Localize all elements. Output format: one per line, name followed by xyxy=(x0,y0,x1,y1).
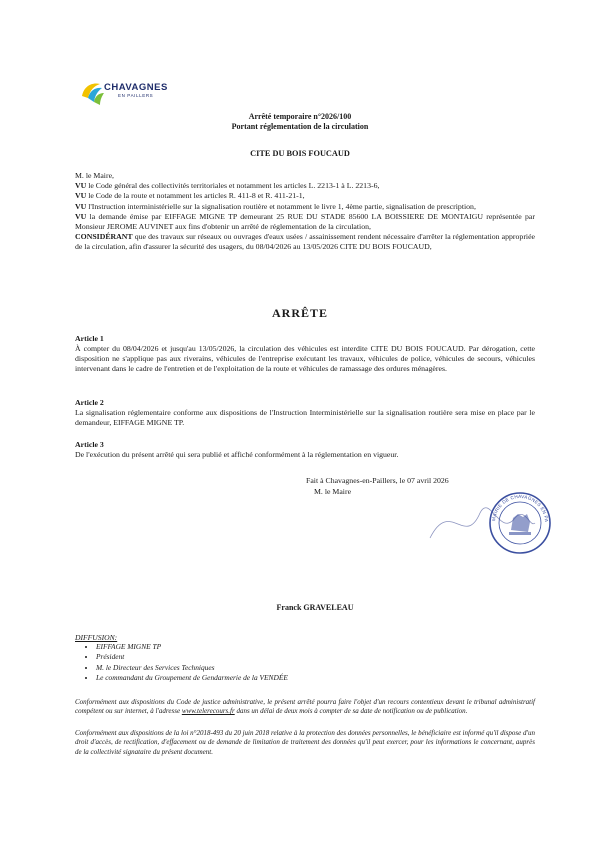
vu-keyword: VU xyxy=(75,211,87,221)
vu-clause-3 xyxy=(75,202,535,212)
logo-name: CHAVAGNES xyxy=(104,82,168,93)
signatory-role: M. le Maire xyxy=(314,486,352,496)
diffusion-list xyxy=(82,642,288,683)
vu-keyword: VU xyxy=(75,201,87,211)
title-line-2: Portant réglementation de la circulation xyxy=(231,122,369,131)
decision-heading: ARRÊTE xyxy=(271,306,328,320)
considerant-keyword: CONSIDÉRANT xyxy=(75,232,133,242)
telerecours-link[interactable]: www.telerecours.fr xyxy=(181,707,235,716)
vu-clause-2 xyxy=(75,191,535,201)
signer-name: Franck GRAVELEAU xyxy=(276,603,354,612)
vu-text: le Code général des collectivités territoriales et notamment les articles L. 2213-1 à L. 2213-6, xyxy=(86,181,380,191)
preamble xyxy=(75,171,535,253)
list-item: • EIFFAGE MIGNE TP xyxy=(96,642,288,652)
article-1-title: Article 1 xyxy=(75,334,104,343)
vu-text: l'Instruction interministérielle sur la signalisation routière et notamment le livre 1, 4ème partie, signalisation de prescription, xyxy=(86,201,476,211)
vu-keyword: VU xyxy=(75,191,87,201)
list-item: • Président xyxy=(96,652,288,662)
diffusion-label: DIFFUSION: xyxy=(75,633,118,642)
vu-clause-1 xyxy=(75,181,535,191)
considerant-text: que des travaux sur réseaux ou ouvrages d'eaux usées / assainissement rendent nécessaire d'arrêter la réglementation appropriée de la circulation, afin d'assurer la sécurité des usagers, du 08/04/2026 au 13/05/2026 CITE DU BOIS FOUCAUD, xyxy=(75,232,535,252)
legal-text: Conformément aux dispositions du Code de justice administrative, le présent arrêté pourra faire l'objet d'un recours contentieux devant le tribunal administratif compétent ou sur internet, à l'adresse xyxy=(75,698,535,716)
article-3-title: Article 3 xyxy=(75,440,104,449)
article-3-text: De l'exécution du présent arrêté qui sera publié et affiché conformément à la réglementation en vigueur. xyxy=(75,450,399,459)
legal-data-protection-notice: Conformément aux dispositions de la loi n°2018-493 du 20 juin 2018 relative à la protection des données personnelles, le bénéficiaire est informé qu'il dispose d'un droit d'accès, de rectification, d'effacement ou de demande de limitation de traitement des données qu'il peut exercer, pour les informations le concernant, auprès de la collectivité signataire du présent document. xyxy=(75,729,535,756)
vu-text: le Code de la route et notamment les articles R. 411-8 et R. 411-21-1, xyxy=(86,191,305,201)
official-stamp xyxy=(487,490,553,556)
vu-clause-4 xyxy=(75,212,535,232)
legal-appeal-notice xyxy=(75,698,535,717)
considerant-clause xyxy=(75,232,535,252)
addressee: M. le Maire, xyxy=(75,171,114,180)
title-line-1: Arrêté temporaire n°2026/100 xyxy=(248,112,352,121)
list-item: • M. le Directeur des Services Techniques xyxy=(96,663,288,673)
document-title xyxy=(0,112,600,132)
stamp-text: MAIRIE DE CHAVAGNES EN PA xyxy=(491,493,550,523)
document-subject: CITE DU BOIS FOUCAUD xyxy=(250,149,350,158)
article-2-text: La signalisation réglementaire conforme aux dispositions de l'Instruction Interministérielle sur la signalisation routière sera mise en place par le demandeur, EIFFAGE MIGNE TP. xyxy=(75,408,535,428)
vu-keyword: VU xyxy=(75,181,87,191)
article-2-title: Article 2 xyxy=(75,398,104,407)
vu-text: la demande émise par EIFFAGE MIGNE TP demeurant 25 RUE DU STADE 85600 LA BOISSIERE DE MONTAIGU représentée par Monsieur JEROME AUVINET aux fins d'obtenir un arrêté de réglementation de la circulation, xyxy=(75,211,535,232)
logo-subtitle: EN PAILLERS xyxy=(118,93,154,98)
list-item: • Le commandant du Groupement de Gendarmerie de la VENDÉE xyxy=(96,673,288,683)
place-date: Fait à Chavagnes-en-Paillers, le 07 avril 2026 xyxy=(306,476,449,485)
legal-text: dans un délai de deux mois à compter de sa date de notification ou de publication. xyxy=(234,707,468,716)
article-1-text: À compter du 08/04/2026 et jusqu'au 13/05/2026, la circulation des véhicules est interdite CITE DU BOIS FOUCAUD. Par dérogation, cette disposition ne s'applique pas aux riverains, véhicules de l'entreprise exécutant les travaux, véhicules de police, véhicules de secours, véhicules intervenant dans le cadre de l'entretien et de l'exploitation de la route et véhicules de ramassage des ordures ménagères. xyxy=(75,344,535,374)
